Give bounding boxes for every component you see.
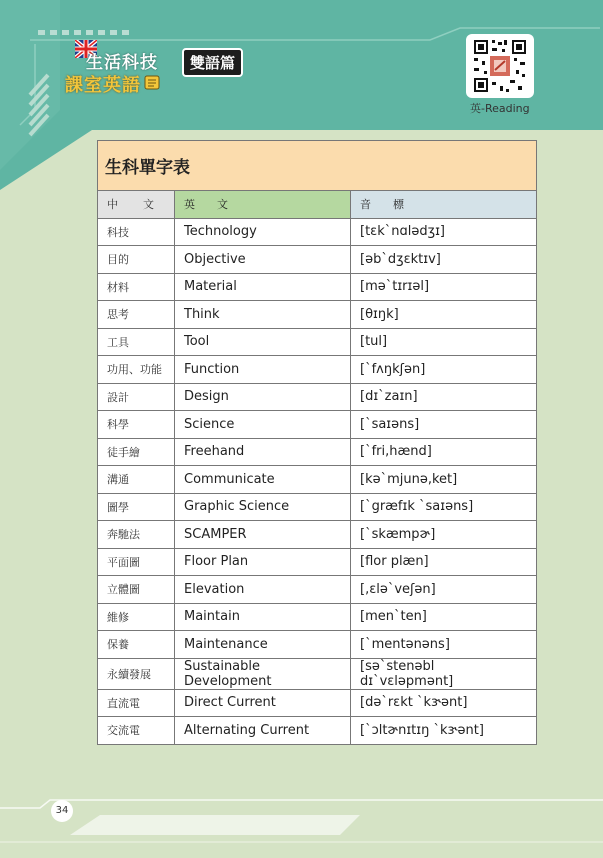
chinese-cell: 徒手繪 (98, 438, 175, 466)
phonetic-cell: [sə`stenəbl dɪ`vɛləpmənt] (351, 658, 537, 689)
chinese-cell: 溝通 (98, 466, 175, 494)
english-cell: Elevation (175, 576, 351, 604)
qr-code-icon (466, 34, 534, 98)
phonetic-cell: [,ɛlə`veʃən] (351, 576, 537, 604)
phonetic-cell: [kə`mjunə,ket] (351, 466, 537, 494)
english-cell: Science (175, 411, 351, 439)
phonetic-cell: [`skæmpɚ] (351, 521, 537, 549)
english-cell: Material (175, 273, 351, 301)
column-header-english: 英 文 (175, 191, 351, 219)
phonetic-cell: [`fri,hænd] (351, 438, 537, 466)
chinese-cell: 平面圖 (98, 548, 175, 576)
chinese-cell: 科學 (98, 411, 175, 439)
vocabulary-table (97, 140, 537, 745)
table-row (98, 273, 537, 301)
column-header-chinese: 中 文 (98, 191, 175, 219)
chinese-cell: 材料 (98, 273, 175, 301)
phonetic-cell: [əb`dʒɛktɪv] (351, 246, 537, 274)
column-header-phonetic: 音 標 (351, 191, 537, 219)
english-cell: Design (175, 383, 351, 411)
phonetic-cell: [`græfɪk `saɪəns] (351, 493, 537, 521)
table-row (98, 521, 537, 549)
phonetic-cell: [mə`tɪrɪəl] (351, 273, 537, 301)
logo-subtitle: 課室英語 (65, 75, 141, 96)
english-cell: Maintenance (175, 631, 351, 659)
english-cell: Function (175, 356, 351, 384)
table-row (98, 218, 537, 246)
phonetic-cell: [men`ten] (351, 603, 537, 631)
chinese-cell: 思考 (98, 301, 175, 329)
table-row (98, 493, 537, 521)
table-row (98, 438, 537, 466)
english-cell: Sustainable Development (175, 658, 351, 689)
chinese-cell: 直流電 (98, 689, 175, 717)
english-cell: Floor Plan (175, 548, 351, 576)
phonetic-cell: [də`rɛkt `kɝənt] (351, 689, 537, 717)
english-cell: Objective (175, 246, 351, 274)
english-cell: Communicate (175, 466, 351, 494)
english-cell: Think (175, 301, 351, 329)
logo-title: 生活科技 (86, 53, 158, 73)
table-row (98, 689, 537, 717)
phonetic-cell: [`ɔltɚnɪtɪŋ `kɝənt] (351, 717, 537, 745)
table-row (98, 466, 537, 494)
phonetic-cell: [`fʌŋkʃən] (351, 356, 537, 384)
table-row (98, 658, 537, 689)
chinese-cell: 立體圖 (98, 576, 175, 604)
chinese-cell: 交流電 (98, 717, 175, 745)
page-number: 34 (51, 800, 73, 822)
english-cell: Alternating Current (175, 717, 351, 745)
chinese-cell: 工具 (98, 328, 175, 356)
english-cell: SCAMPER (175, 521, 351, 549)
table-row (98, 603, 537, 631)
chinese-cell: 科技 (98, 218, 175, 246)
table-row (98, 717, 537, 745)
english-cell: Freehand (175, 438, 351, 466)
english-cell: Tool (175, 328, 351, 356)
table-row (98, 548, 537, 576)
chinese-cell: 設計 (98, 383, 175, 411)
table-row (98, 246, 537, 274)
table-title-row (98, 141, 537, 191)
table-row (98, 383, 537, 411)
logo-badge: 雙語篇 (182, 48, 243, 77)
english-cell: Maintain (175, 603, 351, 631)
table-row (98, 411, 537, 439)
phonetic-cell: [tul] (351, 328, 537, 356)
english-cell: Graphic Science (175, 493, 351, 521)
qr-code-card[interactable] (466, 34, 534, 98)
phonetic-cell: [`mentənəns] (351, 631, 537, 659)
chinese-cell: 功用、功能 (98, 356, 175, 384)
english-cell: Technology (175, 218, 351, 246)
english-cell: Direct Current (175, 689, 351, 717)
qr-label: 英-Reading (470, 102, 530, 115)
table-header-row (98, 191, 537, 219)
chinese-cell: 維修 (98, 603, 175, 631)
chinese-cell: 保養 (98, 631, 175, 659)
phonetic-cell: [dɪ`zaɪn] (351, 383, 537, 411)
table-row (98, 356, 537, 384)
phonetic-cell: [`saɪəns] (351, 411, 537, 439)
phonetic-cell: [flor plæn] (351, 548, 537, 576)
table-row (98, 631, 537, 659)
chinese-cell: 圖學 (98, 493, 175, 521)
chinese-cell: 目的 (98, 246, 175, 274)
table-row (98, 328, 537, 356)
book-icon (144, 75, 160, 90)
chinese-cell: 永續發展 (98, 658, 175, 689)
chinese-cell: 奔馳法 (98, 521, 175, 549)
phonetic-cell: [tɛk`nɑlədʒɪ] (351, 218, 537, 246)
table-row (98, 576, 537, 604)
table-title: 生科單字表 (98, 141, 537, 191)
table-row (98, 301, 537, 329)
phonetic-cell: [θɪŋk] (351, 301, 537, 329)
